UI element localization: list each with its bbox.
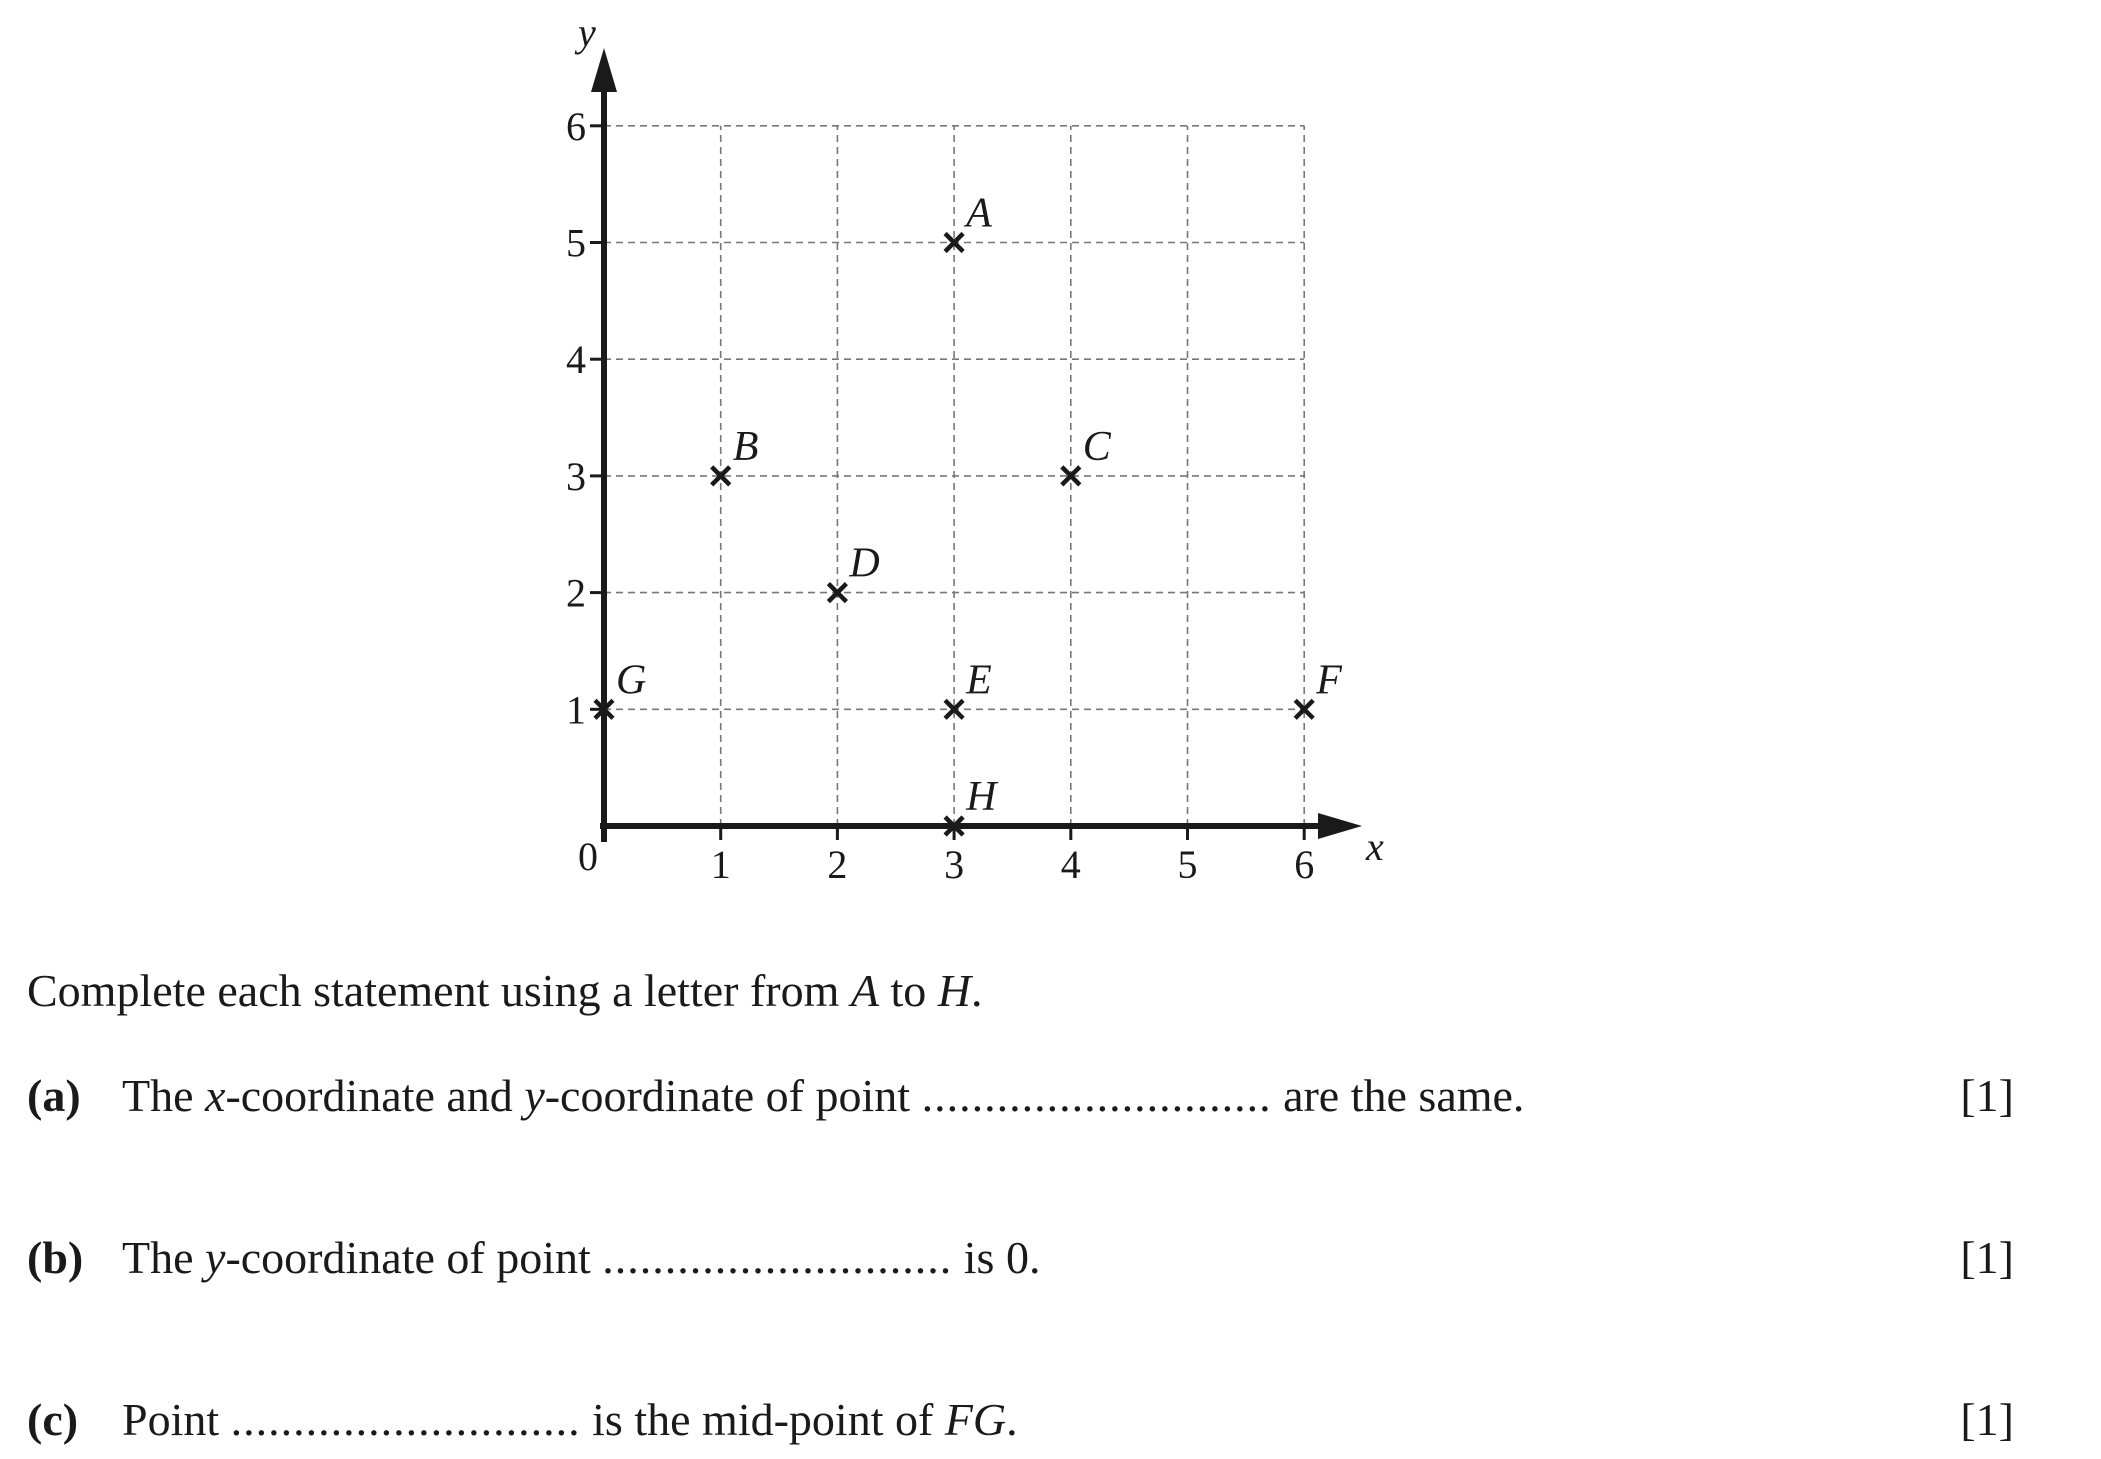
question-a-mark: [1] [1960, 1070, 2014, 1121]
point-f [1295, 657, 1342, 718]
question-b-mark: [1] [1960, 1232, 2014, 1283]
x-tick-label: 4 [1060, 842, 1081, 887]
question-c [27, 1390, 2014, 1450]
y-axis-label: y [578, 10, 596, 55]
point-label: D [849, 540, 880, 587]
question-a [27, 1066, 2014, 1126]
x-axis-label: x [1366, 824, 1384, 869]
instruction-end: . [971, 965, 983, 1016]
y-tick-label: 3 [566, 453, 586, 499]
point-label: F [1316, 657, 1342, 704]
question-b-label: (b) [27, 1232, 84, 1283]
answer-blank-c[interactable]: ............................ [230, 1394, 581, 1445]
point-label: G [616, 657, 647, 704]
grid-lines [604, 126, 1304, 826]
point-label: E [966, 657, 992, 704]
instruction-text [27, 963, 983, 1019]
instruction-middle: to [879, 965, 938, 1016]
y-tick-label: 4 [566, 337, 586, 383]
y-tick-label: 5 [566, 220, 586, 266]
coordinate-grid-figure [0, 0, 1450, 900]
instruction-lead: Complete each statement using a letter from [27, 965, 851, 1016]
y-tick-label: 1 [566, 687, 586, 733]
point-label: H [966, 774, 997, 820]
point-marker [828, 584, 846, 602]
x-tick-label: 3 [944, 842, 965, 887]
answer-blank-b[interactable]: ............................ [602, 1232, 953, 1283]
question-b-text: The y-coordinate of point ............................ is 0. [122, 1232, 1041, 1283]
y-tick-label: 6 [566, 103, 586, 149]
question-a-label: (a) [27, 1070, 81, 1121]
x-tick-label: 5 [1177, 842, 1198, 887]
question-b [27, 1228, 2014, 1288]
point-label: C [1082, 423, 1111, 470]
question-a-text: The x-coordinate and y-coordinate of point ............................ are the same. [122, 1070, 1525, 1121]
x-axis-arrowhead [1318, 813, 1362, 839]
axes [574, 10, 1384, 879]
x-tick-label: 6 [1294, 842, 1315, 887]
answer-blank-a[interactable]: ............................ [921, 1070, 1272, 1121]
question-c-text: Point ............................ is the mid-point of FG. [122, 1394, 1018, 1445]
instruction-letter-from: A [850, 965, 879, 1016]
y-tick-label: 2 [566, 570, 586, 616]
x-tick-label: 2 [827, 842, 848, 887]
origin-label: 0 [578, 834, 598, 879]
instruction-letter-to: H [937, 965, 972, 1016]
point-label: B [732, 423, 759, 470]
question-c-label: (c) [27, 1394, 79, 1445]
question-c-mark: [1] [1960, 1394, 2014, 1445]
point-label: A [966, 190, 992, 237]
x-tick-label: 1 [710, 842, 731, 887]
plotted-points [595, 191, 1342, 836]
tick-marks [566, 104, 1314, 887]
